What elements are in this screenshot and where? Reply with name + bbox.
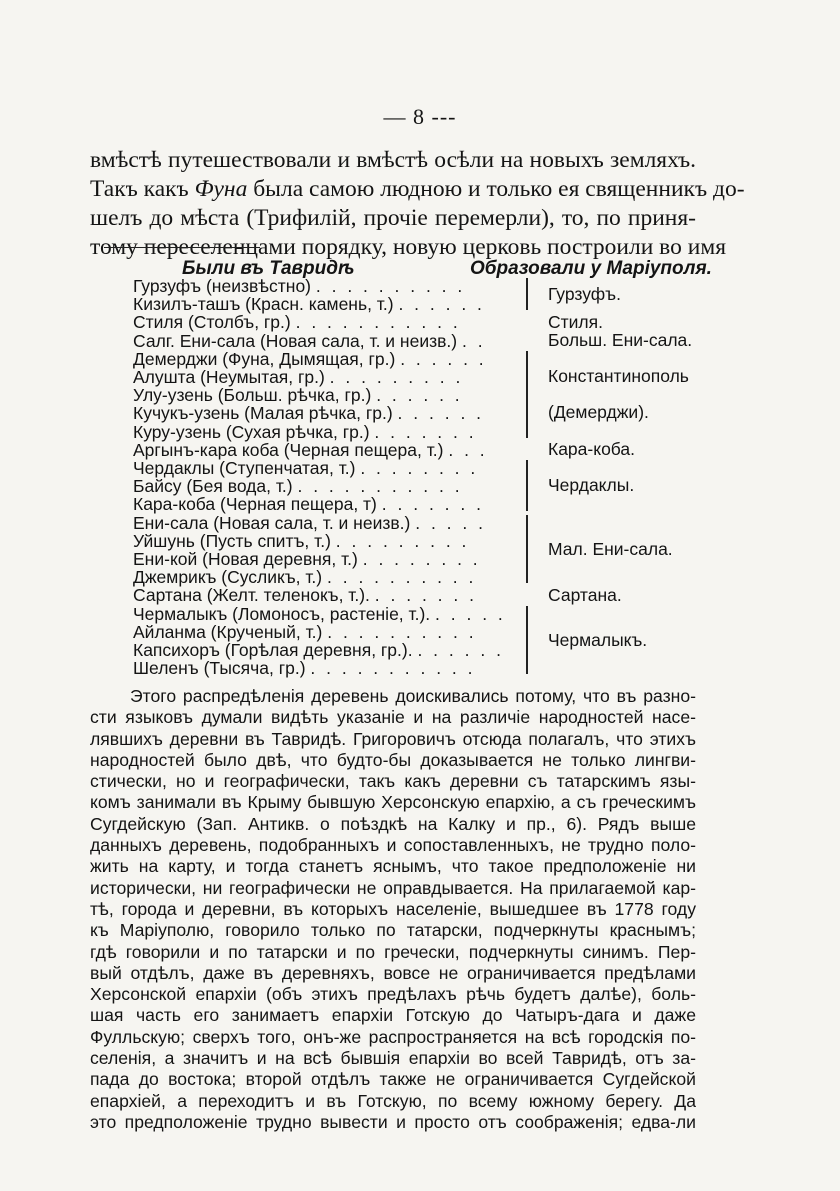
- leader-dots: . . . . . . .: [374, 585, 477, 606]
- body-line: лявшихъ деревни въ Тавридѣ. Григоровичъ отсюда полагалъ, что этихъ: [90, 728, 696, 749]
- grouping-brace: [520, 278, 528, 310]
- village-name: Чермалыкъ (Ломоносъ, растеніе, т.).: [133, 603, 436, 624]
- village-name: Байсу (Бея вода, т.): [133, 476, 298, 497]
- village-row: [133, 331, 523, 351]
- group-label: Сартана.: [548, 584, 622, 605]
- mariupol-group: [548, 629, 647, 651]
- mariupol-group: [548, 538, 673, 560]
- body-line: народностей было двѣ, что будто-бы доказывается не только лингви-: [90, 749, 696, 770]
- body-line: сти языковъ думали видѣть указаніе и на различіе народностей насе-: [90, 707, 696, 728]
- intro-paragraph: [90, 146, 745, 262]
- village-row: [133, 367, 523, 387]
- village-name: Капсихоръ (Горѣлая деревня, гр.).: [133, 640, 418, 660]
- village-row: [133, 349, 523, 369]
- village-name: Куру-узень (Сухая рѣчка, гр.): [133, 421, 375, 442]
- group-label: Чермалыкъ.: [548, 630, 648, 650]
- village-row: [133, 640, 523, 660]
- village-name: Кара-коба (Черная пещера, т): [133, 494, 382, 515]
- leader-dots: . . . . . . . .: [362, 549, 481, 569]
- village-name: Чердаклы (Ступенчатая, т.): [133, 458, 361, 478]
- village-name: Ени-кой (Новая деревня, т.): [133, 549, 363, 569]
- body-line: Этого распредѣленія деревень доискивались потому, что въ разно-: [130, 686, 696, 706]
- group-label: Мал. Ени-сала.: [548, 539, 673, 559]
- body-line: стически, но и географически, такъ какъ деревни съ татарскимъ язы-: [90, 771, 696, 792]
- group-label: Стиля.: [548, 311, 603, 332]
- leader-dots: . . . . . . .: [381, 494, 484, 515]
- village-name: Джемрикъ (Сусликъ, т.): [133, 567, 327, 588]
- body-line: комъ занимали въ Крыму бывшую Херсонскую епархію, а съ греческимъ: [90, 792, 696, 813]
- village-row: [133, 476, 523, 496]
- body-line: исторически, ни географически не оправдывается. На прилагаемой кар-: [90, 877, 696, 898]
- leader-dots: . . . . . . .: [374, 421, 477, 442]
- body-line: это предположеніе трудно вывести и просто отъ соображенія; едва-ли: [90, 1111, 696, 1132]
- village-name: Салг. Ени-сала (Новая сала, т. и неизв.): [133, 330, 462, 351]
- mariupol-group: [548, 584, 622, 606]
- leader-dots: . . . . . . . . . . .: [297, 476, 463, 497]
- grouping-brace: [520, 460, 528, 511]
- village-row: [133, 622, 523, 642]
- body-line: къ Маріуполю, говорило только по татарски, подчеркнуты краснымъ;: [90, 920, 696, 941]
- village-name: Алушта (Неумытая, гр.): [133, 367, 330, 387]
- village-name: Гурзуфъ (неизвѣстно): [133, 276, 316, 296]
- village-name: Аргынъ-кара коба (Черная пещера, т.): [133, 439, 449, 460]
- mariupol-group: [548, 329, 692, 351]
- village-row: [133, 403, 523, 423]
- village-name: Кизилъ-ташъ (Красн. камень, т.): [133, 294, 399, 315]
- mariupol-group: [548, 365, 689, 423]
- mariupol-group: [548, 438, 635, 460]
- leader-dots: . . . . .: [415, 512, 486, 533]
- group-label: Чердаклы.: [548, 475, 635, 496]
- grouping-brace: [520, 606, 528, 675]
- page-number: — 8 ---: [383, 104, 457, 129]
- village-row: [133, 513, 523, 533]
- grouping-brace: [520, 351, 528, 438]
- village-name: Кучукъ-узень (Малая рѣчка, гр.): [133, 403, 398, 424]
- village-name: Уйшунь (Пусть спитъ, т.): [133, 530, 336, 551]
- body-line: тѣ, города и деревни, въ которыхъ населеніе, вышедшее въ 1778 году: [90, 898, 696, 919]
- mariupol-group: [548, 474, 634, 496]
- village-row: [133, 494, 523, 514]
- mariupol-group: [548, 283, 621, 305]
- intro-line: [90, 175, 745, 204]
- village-row: [133, 276, 523, 296]
- group-label: (Демерджи).: [548, 402, 649, 423]
- column-header-tavrida: Были въ Тавридѣ: [182, 258, 355, 279]
- village-row: [133, 567, 523, 587]
- body-line: данныхъ деревень, подобранныхъ и сопоставленныхъ, не трудно поло-: [90, 835, 696, 856]
- body-line: вый отдѣлъ, даже въ деревняхъ, вовсе не ограничивается предѣлами: [90, 962, 696, 983]
- village-row: [133, 440, 523, 460]
- italic-name: Фуна: [194, 176, 248, 202]
- leader-dots: . .: [461, 330, 486, 351]
- body-line: жить на карту, и тогда станетъ яснымъ, что такое предположеніе ни: [90, 856, 696, 877]
- village-row: [133, 294, 523, 314]
- body-line: Фулльскую; сверхъ того, онъ-же распространяется на всѣ городскія по-: [90, 1026, 696, 1047]
- leader-dots: . . . . . .: [400, 348, 487, 369]
- leader-dots: . . . . . . . .: [360, 458, 479, 478]
- village-row: [133, 658, 523, 678]
- body-line: Сугдейскую (Зап. Антикв. о поѣздкѣ на Калку и пр., 6). Рядъ выше: [90, 813, 696, 834]
- village-name: Демерджи (Фуна, Дымящая, гр.): [133, 348, 401, 369]
- group-label: Константинополь: [548, 366, 689, 387]
- leader-dots: . . .: [448, 439, 488, 460]
- leader-dots: . . . . . . . . . . .: [295, 312, 461, 333]
- village-row: [133, 458, 523, 478]
- village-row: [133, 585, 523, 605]
- village-name: Стиля (Столбъ, гр.): [133, 312, 296, 333]
- body-line: селенія, а значитъ и на всѣ бывшія епархіи во всей Тавридѣ, отъ за-: [90, 1048, 696, 1069]
- body-line: Херсонской епархіи (объ этихъ предѣлахъ рѣчь будетъ далѣе), боль-: [90, 984, 696, 1005]
- intro-line: тому переселенцами порядку, новую церковь построили во имя: [90, 234, 727, 260]
- body-paragraph: [90, 686, 696, 1133]
- leader-dots: . . . . . .: [417, 640, 504, 660]
- leader-dots: . . . . . . . . .: [329, 367, 464, 387]
- village-name: Ени-сала (Новая сала, т. и неизв.): [133, 512, 416, 533]
- leader-dots: . . . . . . . . . .: [315, 276, 466, 296]
- grouping-brace: [520, 515, 528, 584]
- village-name: Сартана (Желт. теленокъ, т.).: [133, 585, 375, 606]
- leader-dots: . . . . . .: [397, 403, 485, 424]
- group-label: Гурзуфъ.: [548, 284, 621, 305]
- intro-line: вмѣстѣ путешествовали и вмѣстѣ осѣли на новыхъ земляхъ.: [90, 147, 696, 173]
- leader-dots: . . . . . . . . . . .: [310, 658, 476, 679]
- village-row: [133, 531, 523, 551]
- village-row: [133, 422, 523, 442]
- village-row: [133, 385, 523, 405]
- village-name: Шеленъ (Тысяча, гр.): [133, 658, 311, 679]
- leader-dots: . . . . . . . . . .: [327, 621, 477, 642]
- leader-dots: . . . . . . . . . .: [327, 567, 477, 588]
- village-row: [133, 312, 523, 332]
- village-row: [133, 549, 523, 569]
- leader-dots: . . . . . . . . .: [335, 530, 470, 551]
- body-line: епархіей, а переходитъ и въ Готскую, по всему южному берегу. Да: [90, 1090, 696, 1111]
- village-name: Улу-узень (Больш. рѣчка, гр.): [133, 385, 377, 406]
- leader-dots: . . . . . .: [398, 294, 485, 315]
- village-name: Айланма (Крученый, т.): [133, 621, 328, 642]
- body-line: пада до востока; второй отдѣлъ также не ограничивается Сугдейской: [90, 1069, 696, 1090]
- leader-dots: . . . . . .: [376, 385, 463, 406]
- group-label: Кара-коба.: [548, 438, 636, 459]
- group-label: Больш. Ени-сала.: [548, 329, 693, 350]
- intro-text: Такъ какъ: [90, 176, 195, 202]
- intro-text: была самою людною и только ея священникъ до-: [247, 176, 745, 202]
- village-row: [133, 604, 523, 624]
- intro-line: шелъ до мѣста (Трифилій, прочіе перемерли), то, по приня-: [90, 205, 696, 231]
- leader-dots: . . . . .: [435, 603, 506, 624]
- footnote-rule: [104, 247, 260, 248]
- column-header-mariupol: Образовали у Маріуполя.: [470, 258, 712, 279]
- body-line: гдѣ говорили и по татарски и по гречески, подчеркнуты синимъ. Пер-: [90, 941, 696, 962]
- body-line: шая часть его занимаетъ епархіи Готскую до Чатыръ-дага и даже: [90, 1005, 696, 1026]
